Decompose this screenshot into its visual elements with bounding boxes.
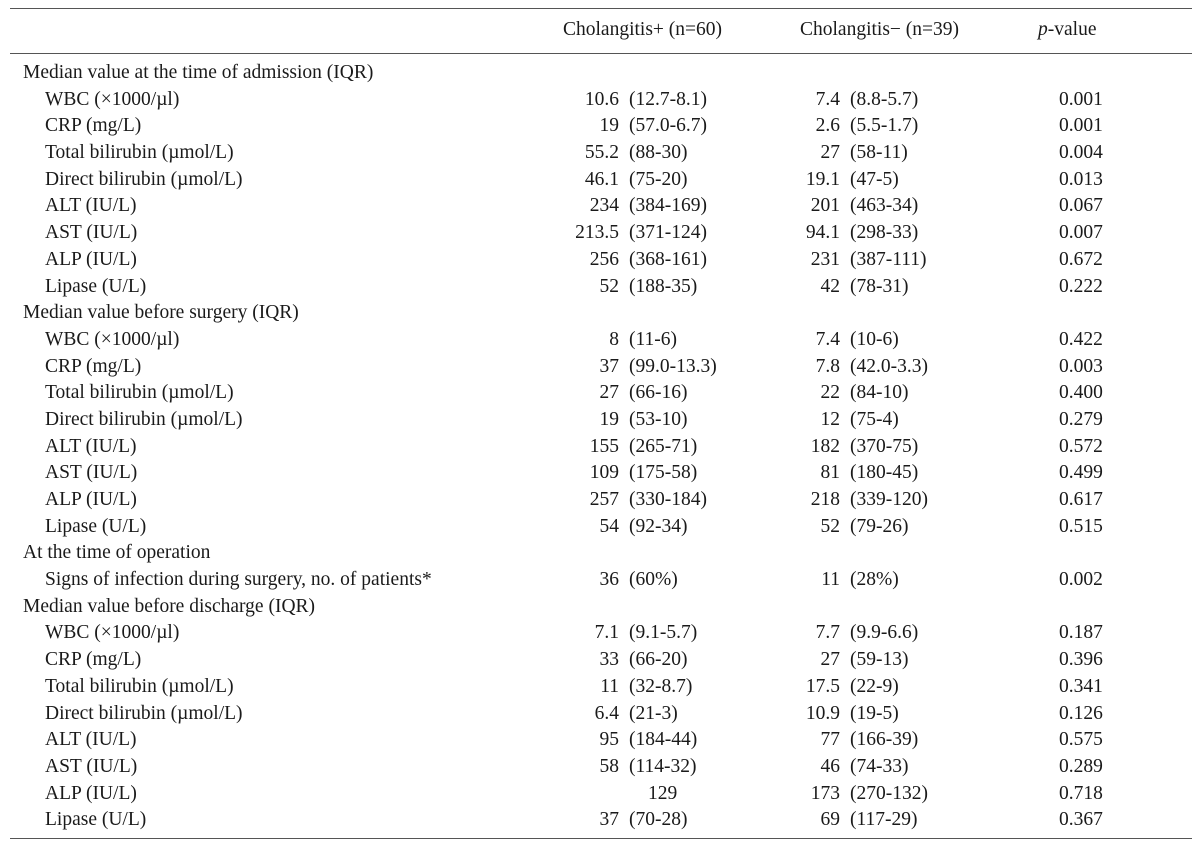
cholangitis-negative-iqr: (270-132) [850, 782, 928, 804]
p-value: 0.572 [1059, 435, 1103, 457]
bottom-rule [10, 838, 1192, 839]
cholangitis-positive-iqr: (66-20) [629, 649, 688, 671]
table-row [10, 674, 1192, 701]
row-label: Signs of infection during surgery, no. of patients* [45, 569, 432, 591]
cholangitis-negative-iqr: (74-33) [850, 755, 909, 777]
table-row [10, 113, 1192, 140]
cholangitis-positive-median: 234 [589, 195, 619, 217]
table-row [10, 620, 1192, 647]
section-label: Median value at the time of admission (IQR) [23, 62, 374, 83]
section-label: Median value before surgery (IQR) [23, 302, 299, 324]
p-value: 0.341 [1059, 675, 1103, 697]
table-row [10, 514, 1192, 541]
cholangitis-negative-iqr: (8.8-5.7) [850, 88, 919, 110]
cholangitis-positive-median: 8 [609, 328, 619, 350]
cholangitis-negative-median: 69 [820, 809, 840, 831]
table-row [10, 193, 1192, 220]
cholangitis-positive-median: 213.5 [575, 222, 619, 244]
cholangitis-negative-iqr: (180-45) [850, 462, 919, 484]
cholangitis-positive-median: 95 [599, 729, 619, 751]
p-value: 0.007 [1059, 222, 1103, 244]
p-value: 0.515 [1059, 515, 1103, 537]
cholangitis-negative-median: 17.5 [805, 675, 840, 697]
cholangitis-negative-median: 231 [810, 248, 840, 270]
cholangitis-positive-iqr: (21-3) [629, 702, 678, 724]
cholangitis-positive-iqr: (175-58) [629, 462, 698, 484]
cholangitis-negative-median: 11 [821, 569, 840, 591]
p-value: 0.187 [1059, 622, 1103, 644]
cholangitis-positive-iqr: (9.1-5.7) [629, 622, 698, 644]
cholangitis-negative-median: 7.4 [815, 328, 840, 350]
row-label: WBC (×1000/µl) [45, 622, 180, 644]
header-p-value [1038, 19, 1096, 41]
p-value: 0.279 [1059, 408, 1103, 430]
row-label: ALT (IU/L) [45, 195, 137, 217]
header-cholangitis-negative: Cholangitis− (n=39) [800, 19, 960, 40]
cholangitis-positive-median: 58 [599, 755, 619, 777]
p-value: 0.067 [1059, 195, 1103, 217]
section-header-row [10, 300, 1192, 327]
table-row [10, 434, 1192, 461]
cholangitis-positive-median: 46.1 [584, 168, 619, 190]
cholangitis-positive-iqr: (99.0-13.3) [629, 355, 717, 377]
row-label: Lipase (U/L) [45, 275, 147, 297]
cholangitis-negative-iqr: (28%) [850, 569, 899, 591]
table-header [10, 9, 1192, 53]
row-label: CRP (mg/L) [45, 115, 142, 137]
cholangitis-negative-iqr: (298-33) [850, 222, 919, 244]
section-header-row [10, 540, 1192, 567]
cholangitis-negative-iqr: (117-29) [850, 809, 918, 831]
cholangitis-negative-iqr: (19-5) [850, 702, 899, 724]
cholangitis-positive-median: 19 [599, 408, 619, 430]
cholangitis-negative-median: 42 [820, 275, 840, 297]
cholangitis-positive-iqr: (330-184) [629, 489, 707, 510]
cholangitis-positive-iqr: (371-124) [629, 222, 707, 244]
p-value: 0.004 [1059, 142, 1103, 164]
row-label: Direct bilirubin (µmol/L) [45, 408, 243, 430]
cholangitis-negative-iqr: (166-39) [850, 729, 919, 751]
cholangitis-negative-median: 46 [820, 755, 840, 777]
table-row [10, 247, 1192, 274]
row-label: ALP (IU/L) [45, 248, 137, 270]
section-header-row [10, 594, 1192, 621]
row-label: AST (IU/L) [45, 222, 138, 244]
cholangitis-positive-median: 257 [589, 489, 619, 510]
cholangitis-positive-median: 55.2 [584, 142, 619, 164]
cholangitis-negative-iqr: (463-34) [850, 195, 919, 217]
cholangitis-positive-iqr: (265-71) [629, 435, 698, 457]
row-label: Direct bilirubin (µmol/L) [45, 168, 243, 190]
cholangitis-negative-median: 27 [820, 142, 840, 164]
cholangitis-positive-median: 7.1 [594, 622, 619, 644]
table-row [10, 87, 1192, 114]
table-row [10, 567, 1192, 594]
p-value: 0.718 [1059, 782, 1103, 804]
p-value: 0.672 [1059, 248, 1103, 270]
p-value: 0.222 [1059, 275, 1103, 297]
p-value: 0.003 [1059, 355, 1103, 377]
cholangitis-negative-median: 94.1 [805, 222, 840, 244]
cholangitis-positive-iqr: (75-20) [629, 168, 688, 190]
p-value: 0.126 [1059, 702, 1103, 724]
cholangitis-positive-iqr: (32-8.7) [629, 675, 693, 697]
cholangitis-positive-median: 54 [599, 515, 619, 537]
cholangitis-positive-iqr: (66-16) [629, 382, 688, 404]
section-label: At the time of operation [23, 542, 211, 564]
row-label: WBC (×1000/µl) [45, 328, 180, 350]
cholangitis-negative-median: 19.1 [805, 168, 840, 190]
p-value: 0.289 [1059, 755, 1103, 777]
cholangitis-positive-iqr: (368-161) [629, 248, 707, 270]
row-label: Total bilirubin (µmol/L) [45, 142, 234, 164]
table-row [10, 754, 1192, 781]
cholangitis-positive-median: 6.4 [594, 702, 619, 724]
table-row [10, 327, 1192, 354]
cholangitis-positive-iqr: (184-44) [629, 729, 698, 751]
cholangitis-negative-iqr: (10-6) [850, 328, 899, 350]
table-row [10, 354, 1192, 381]
cholangitis-negative-median: 22 [820, 382, 840, 404]
cholangitis-negative-median: 81 [820, 462, 840, 484]
row-label: AST (IU/L) [45, 755, 138, 777]
cholangitis-positive-median: 109 [589, 462, 619, 484]
cholangitis-negative-median: 52 [820, 515, 840, 537]
cholangitis-negative-iqr: (22-9) [850, 675, 899, 697]
p-value: 0.575 [1059, 729, 1103, 751]
row-label: Lipase (U/L) [45, 809, 147, 831]
table-row [10, 274, 1192, 301]
cholangitis-negative-iqr: (42.0-3.3) [850, 355, 928, 377]
cholangitis-positive-iqr: (11-6) [629, 328, 678, 350]
header-cholangitis-positive: Cholangitis+ (n=60) [563, 19, 723, 40]
cholangitis-positive-median: 10.6 [584, 88, 619, 110]
cholangitis-positive-median: 27 [599, 382, 619, 404]
cholangitis-negative-median: 10.9 [805, 702, 840, 724]
table-row [10, 647, 1192, 674]
cholangitis-negative-median: 2.6 [815, 115, 840, 137]
row-label: Total bilirubin (µmol/L) [45, 382, 234, 404]
p-value: 0.617 [1059, 489, 1103, 510]
cholangitis-negative-iqr: (5.5-1.7) [850, 115, 919, 137]
cholangitis-negative-median: 7.8 [815, 355, 840, 377]
cholangitis-positive-iqr: (70-28) [629, 809, 688, 831]
cholangitis-negative-iqr: (59-13) [850, 649, 909, 671]
cholangitis-negative-median: 218 [810, 489, 840, 510]
cholangitis-negative-iqr: (370-75) [850, 435, 919, 457]
cholangitis-positive-median: 33 [599, 649, 619, 671]
row-label: CRP (mg/L) [45, 649, 142, 671]
cholangitis-positive-median: 155 [589, 435, 619, 457]
cholangitis-positive-median: 52 [599, 275, 619, 297]
p-value: 0.013 [1059, 168, 1103, 190]
cholangitis-positive-median: 11 [600, 675, 619, 697]
table-body [10, 54, 1192, 834]
section-header-row [10, 60, 1192, 87]
table-row [10, 807, 1192, 834]
cholangitis-positive-iqr: (92-34) [629, 515, 688, 537]
cholangitis-positive-value: 129 [648, 782, 678, 804]
cholangitis-positive-median: 37 [599, 809, 619, 831]
row-label: Lipase (U/L) [45, 515, 147, 537]
row-label: ALT (IU/L) [45, 435, 137, 457]
p-value: 0.499 [1059, 462, 1103, 484]
section-label: Median value before discharge (IQR) [23, 595, 316, 617]
cholangitis-positive-median: 256 [589, 248, 619, 270]
cholangitis-negative-iqr: (58-11) [850, 142, 908, 164]
table-row [10, 701, 1192, 728]
data-table [10, 8, 1192, 839]
table-row [10, 167, 1192, 194]
cholangitis-positive-median: 19 [599, 115, 619, 137]
header-p-rest: -value [1047, 19, 1097, 40]
row-label: ALT (IU/L) [45, 729, 137, 751]
p-value: 0.001 [1059, 115, 1103, 137]
cholangitis-negative-median: 27 [820, 649, 840, 671]
row-label: ALP (IU/L) [45, 489, 137, 510]
p-value: 0.002 [1059, 569, 1103, 591]
cholangitis-negative-iqr: (9.9-6.6) [850, 622, 919, 644]
row-label: Total bilirubin (µmol/L) [45, 675, 234, 697]
header-p-italic: p [1038, 19, 1048, 40]
row-label: CRP (mg/L) [45, 355, 142, 377]
table-row [10, 781, 1192, 808]
cholangitis-negative-iqr: (79-26) [850, 515, 909, 537]
p-value: 0.367 [1059, 809, 1103, 831]
p-value: 0.396 [1059, 649, 1103, 671]
row-label: ALP (IU/L) [45, 782, 137, 804]
row-label: Direct bilirubin (µmol/L) [45, 702, 243, 724]
table-row [10, 380, 1192, 407]
cholangitis-negative-median: 182 [810, 435, 840, 457]
table-row [10, 220, 1192, 247]
cholangitis-negative-median: 173 [810, 782, 840, 804]
cholangitis-positive-iqr: (60%) [629, 569, 678, 591]
cholangitis-negative-median: 7.4 [815, 88, 840, 110]
cholangitis-positive-iqr: (88-30) [629, 142, 688, 164]
cholangitis-negative-iqr: (339-120) [850, 489, 928, 510]
cholangitis-negative-median: 12 [820, 408, 840, 430]
p-value: 0.001 [1059, 88, 1103, 110]
cholangitis-positive-median: 37 [599, 355, 619, 377]
cholangitis-positive-iqr: (53-10) [629, 408, 688, 430]
cholangitis-positive-iqr: (57.0-6.7) [629, 115, 707, 137]
row-label: WBC (×1000/µl) [45, 88, 180, 110]
table-row [10, 460, 1192, 487]
table-row [10, 487, 1192, 514]
cholangitis-positive-median: 36 [599, 569, 619, 591]
cholangitis-negative-iqr: (387-111) [850, 248, 927, 270]
cholangitis-negative-iqr: (75-4) [850, 408, 899, 430]
cholangitis-positive-iqr: (12.7-8.1) [629, 88, 707, 110]
cholangitis-negative-iqr: (47-5) [850, 168, 899, 190]
cholangitis-negative-median: 201 [810, 195, 840, 217]
cholangitis-negative-iqr: (84-10) [850, 382, 909, 404]
cholangitis-positive-iqr: (114-32) [629, 755, 697, 777]
table-row [10, 140, 1192, 167]
table-row [10, 407, 1192, 434]
p-value: 0.422 [1059, 328, 1103, 350]
cholangitis-negative-iqr: (78-31) [850, 275, 909, 297]
table-row [10, 727, 1192, 754]
cholangitis-positive-iqr: (384-169) [629, 195, 707, 217]
cholangitis-negative-median: 77 [820, 729, 840, 751]
cholangitis-positive-iqr: (188-35) [629, 275, 698, 297]
p-value: 0.400 [1059, 382, 1103, 404]
row-label: AST (IU/L) [45, 462, 138, 484]
cholangitis-negative-median: 7.7 [815, 622, 840, 644]
